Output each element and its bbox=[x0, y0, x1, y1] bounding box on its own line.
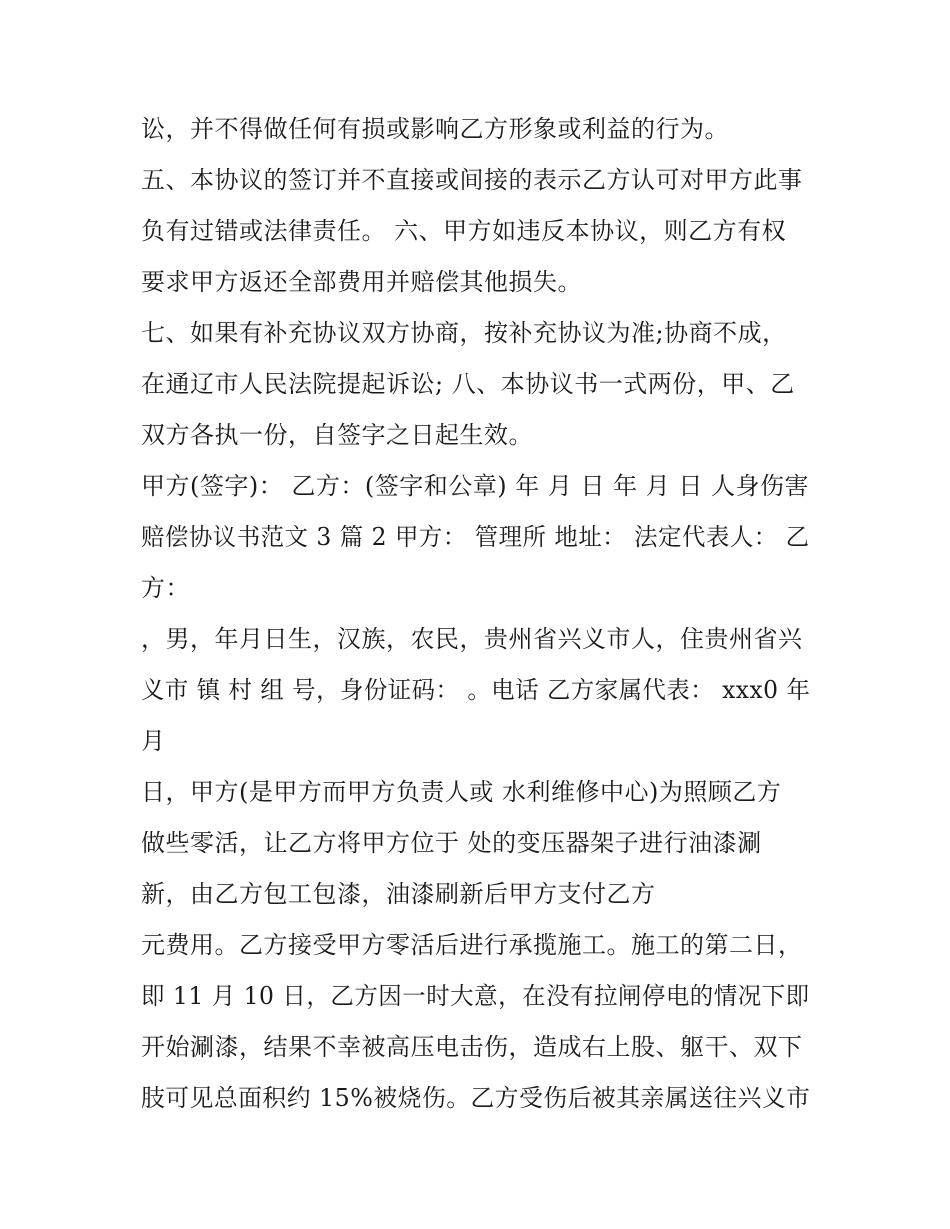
text-line: 五、本协议的签订并不直接或间接的表示乙方认可对甲方此事 bbox=[141, 166, 803, 194]
text-line: 赔偿协议书范文 3 篇 2 甲方： 管理所 地址： 法定代表人： 乙 bbox=[141, 523, 810, 551]
text-line: ，男，年月日生，汉族，农民，贵州省兴义市人，住贵州省兴 bbox=[141, 625, 803, 653]
text-line: 负有过错或法律责任。 六、甲方如违反本协议，则乙方有权 bbox=[141, 217, 787, 245]
text-line: 在通辽市人民法院提起诉讼; 八、本协议书一式两份，甲、乙 bbox=[141, 370, 795, 398]
text-line: 义市 镇 村 组 号，身份证码： 。电话 乙方家属代表： xxx0 年 bbox=[141, 676, 811, 704]
text-line: 元费用。乙方接受甲方零活后进行承揽施工。施工的第二日， bbox=[141, 931, 803, 959]
text-line: 讼，并不得做任何有损或影响乙方形象或利益的行为。 bbox=[141, 115, 729, 143]
text-line: 双方各执一份，自签字之日起生效。 bbox=[141, 421, 533, 449]
text-line: 做些零活，让乙方将甲方位于 处的变压器架子进行油漆涮 bbox=[141, 829, 762, 857]
text-line: 日，甲方(是甲方而甲方负责人或 水利维修中心)为照顾乙方 bbox=[141, 778, 782, 806]
text-line: 七、如果有补充协议双方协商，按补充协议为准;协商不成， bbox=[141, 319, 787, 347]
text-line: 月 bbox=[141, 727, 166, 755]
text-line: 方： bbox=[141, 574, 190, 602]
text-line: 新，由乙方包工包漆，油漆刷新后甲方支付乙方 bbox=[141, 880, 656, 908]
text-line: 要求甲方返还全部费用并赔偿其他损失。 bbox=[141, 268, 582, 296]
text-line: 甲方(签字)： 乙方：(签字和公章) 年 月 日 年 月 日 人身伤害 bbox=[141, 472, 809, 500]
text-line: 肢可见总面积约 15%被烧伤。乙方受伤后被其亲属送往兴义市 bbox=[141, 1084, 811, 1112]
text-line: 即 11 月 10 日，乙方因一时大意，在没有拉闸停电的情况下即 bbox=[141, 982, 810, 1010]
text-line: 开始涮漆，结果不幸被高压电击伤，造成右上股、躯干、双下 bbox=[141, 1033, 803, 1061]
